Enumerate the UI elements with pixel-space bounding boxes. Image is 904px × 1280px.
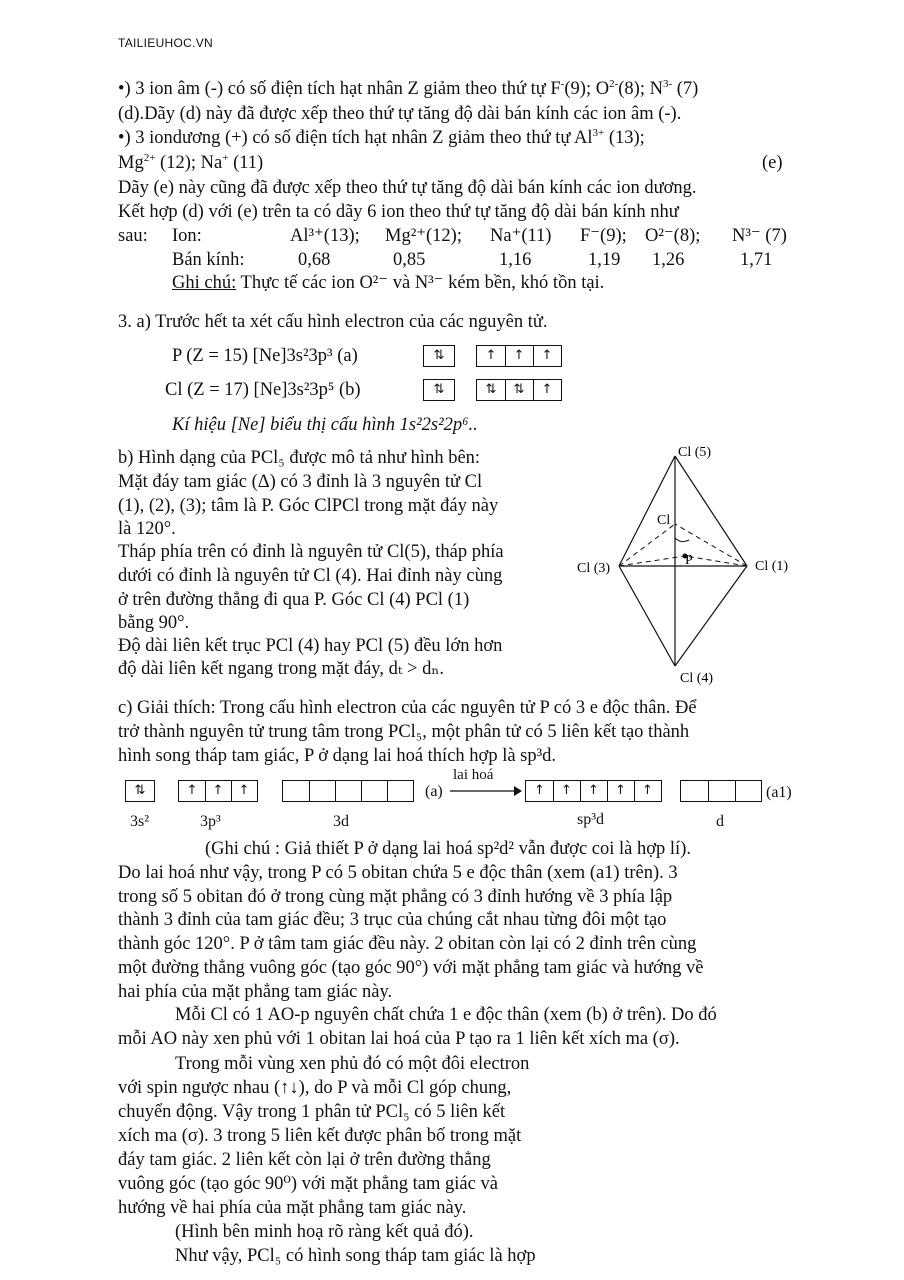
paired-arrow-icon: ⇅ bbox=[134, 783, 146, 798]
sec3-b10: độ dài liên kết ngang trong mặt đáy, dₜ > dₙ. bbox=[118, 659, 444, 679]
orbital-box-3p-p bbox=[476, 345, 562, 367]
sec3-b9: Độ dài liên kết trục PCl (4) hay PCl (5) đều lớn hơn bbox=[118, 636, 503, 656]
label-cl3: Cl (3) bbox=[577, 561, 611, 576]
hyb-sp3d-box bbox=[525, 780, 662, 802]
body2-q2: mỗi AO này xen phủ với 1 obitan lai hoá của P tạo ra 1 liên kết xích ma (σ). bbox=[118, 1029, 680, 1049]
up-arrow-icon: ↑ bbox=[212, 783, 224, 798]
orbital-box-3p-cl bbox=[476, 379, 562, 401]
para1-line6: Kết hợp (d) với (e) trên ta có dãy 6 ion theo thứ tự tăng độ dài bán kính như bbox=[118, 202, 679, 222]
para1-label-e: (e) bbox=[762, 153, 783, 173]
up-arrow-icon: ↑ bbox=[588, 783, 599, 798]
sec3-c1: c) Giải thích: Trong cấu hình electron của các nguyên tử P có 3 e độc thân. Để bbox=[118, 698, 697, 718]
radius-cell: 1,19 bbox=[588, 250, 621, 270]
body2-p5: một đường thẳng vuông góc (tạo góc 90°) với mặt phẳng tam giác và hướng về bbox=[118, 958, 704, 978]
para1-line3: •) 3 iondương (+) có số điện tích hạt nhân Z giảm theo thứ tự $Al^{3+}$ (13); bbox=[118, 126, 645, 148]
hyb-3s-box bbox=[125, 780, 155, 802]
hyb-label-3d: 3d bbox=[333, 813, 349, 830]
radius-label: Bán kính: bbox=[172, 250, 245, 270]
body2-r7: hướng về hai phía của mặt phẳng tam giác này. bbox=[118, 1198, 467, 1218]
radius-cell: 1,71 bbox=[740, 250, 773, 270]
hyb-d-box bbox=[680, 780, 762, 802]
label-cl1: Cl (1) bbox=[755, 559, 789, 574]
ion-note: Ghi chú: Thực tế các ion O²⁻ và N³⁻ kém bền, khó tồn tại. bbox=[172, 273, 605, 293]
ion-cell: N³⁻ (7) bbox=[732, 226, 787, 246]
up-arrow-icon: ↑ bbox=[642, 783, 653, 798]
radius-cell: 0,85 bbox=[393, 250, 426, 270]
hyb-label-sp3d: sp³d bbox=[577, 811, 605, 828]
sec3-a: 3. a) Trước hết ta xét cấu hình electron của các nguyên tử. bbox=[118, 312, 548, 332]
para1-line5: Dãy (e) này cũng đã được xếp theo thứ tự tăng độ dài bán kính các ion dương. bbox=[118, 178, 697, 198]
up-arrow-icon: ↑ bbox=[541, 382, 553, 397]
ion-cell: O²⁻(8); bbox=[645, 226, 701, 246]
up-arrow-icon: ↑ bbox=[615, 783, 626, 798]
label-cl: Cl bbox=[657, 513, 671, 528]
body2-r5: đáy tam giác. 2 liên kết còn lại ở trên đường thẳng bbox=[118, 1150, 491, 1170]
orbital-box-3s-cl bbox=[423, 379, 455, 401]
hyb-lai-hoa: lai hoá bbox=[453, 767, 494, 783]
body2-p2: trong số 5 obitan đó ở trong cùng mặt phẳng có 3 đỉnh hướng về 3 phía lập bbox=[118, 887, 673, 907]
label-p: P bbox=[685, 553, 693, 568]
body2-r3: chuyển động. Vậy trong 1 phân tử PCl₅ có 5 liên kết bbox=[118, 1102, 506, 1122]
label-cl4: Cl (4) bbox=[680, 671, 714, 686]
paired-arrow-icon: ⇅ bbox=[433, 382, 445, 397]
p-config: P (Z = 15) [Ne]3s²3p³ (a) bbox=[172, 346, 358, 366]
hyb-label-a1: (a1) bbox=[766, 784, 792, 801]
radius-cell: 1,26 bbox=[652, 250, 685, 270]
body2-r2: với spin ngược nhau (↑↓), do P và mỗi Cl góp chung, bbox=[118, 1078, 512, 1098]
radius-cell: 1,16 bbox=[499, 250, 532, 270]
pcl5-bipyramid-diagram bbox=[575, 438, 805, 690]
ion-cell: F⁻(9); bbox=[580, 226, 627, 246]
orbital-box-3s-p bbox=[423, 345, 455, 367]
sec3-c3: hình song tháp tam giác, P ở dạng lai hoá thích hợp là sp³d. bbox=[118, 746, 557, 766]
sec3-b1: b) Hình dạng của PCl₅ được mô tả như hình bên: bbox=[118, 448, 481, 468]
up-arrow-icon: ↑ bbox=[541, 348, 553, 363]
hyb-3p-box bbox=[178, 780, 258, 802]
body2-r9: Như vậy, PCl₅ có hình song tháp tam giác là hợp bbox=[175, 1246, 536, 1266]
body2-p3: thành 3 đỉnh của tam giác đều; 3 trục của chúng cắt nhau từng đôi một tạo bbox=[118, 910, 667, 930]
label-cl5: Cl (5) bbox=[678, 445, 712, 460]
up-arrow-icon: ↑ bbox=[513, 348, 525, 363]
hyb-label-d: d bbox=[716, 813, 724, 830]
up-arrow-icon: ↑ bbox=[186, 783, 198, 798]
body2-p4: thành góc 120°. P ở tâm tam giác đều này. 2 obitan còn lại có 2 đỉnh trên cùng bbox=[118, 934, 697, 954]
para1-line2: (d).Dãy (d) này đã được xếp theo thứ tự tăng độ dài bán kính các ion âm (-). bbox=[118, 104, 682, 124]
body2-r8: (Hình bên minh hoạ rõ ràng kết quả đó). bbox=[175, 1222, 474, 1242]
ion-cell: Al³⁺(13); bbox=[290, 226, 360, 246]
up-arrow-icon: ↑ bbox=[534, 783, 545, 798]
ion-cell: Mg²⁺(12); bbox=[385, 226, 462, 246]
paired-arrow-icon: ⇅ bbox=[433, 348, 445, 363]
radius-cell: 0,68 bbox=[298, 250, 331, 270]
hyb-label-a: (a) bbox=[425, 783, 443, 800]
ion-table-sau: sau: bbox=[118, 226, 148, 246]
sec3-b6: dưới có đỉnh là nguyên tử Cl (4). Hai đỉnh này cùng bbox=[118, 566, 503, 586]
sec3-b7: ở trên đường thẳng đi qua P. Góc Cl (4) PCl (1) bbox=[118, 590, 470, 610]
sec3-b5: Tháp phía trên có đỉnh là nguyên tử Cl(5), tháp phía bbox=[118, 542, 504, 562]
sec3-b4: là 120°. bbox=[118, 519, 176, 539]
hyb-label-3s2: 3s² bbox=[130, 813, 150, 830]
hyb-label-3p3: 3p³ bbox=[200, 813, 221, 830]
sec3-b2: Mặt đáy tam giác (Δ) có 3 đỉnh là 3 nguyên tử Cl bbox=[118, 472, 483, 492]
right-arrow-icon bbox=[450, 784, 522, 798]
up-arrow-icon: ↑ bbox=[238, 783, 250, 798]
paired-arrow-icon: ⇅ bbox=[485, 382, 497, 397]
cl-config: Cl (Z = 17) [Ne]3s²3p⁵ (b) bbox=[165, 380, 361, 400]
up-arrow-icon: ↑ bbox=[561, 783, 572, 798]
sec3-c2: trở thành nguyên tử trung tâm trong PCl₅, một phân tử có 5 liên kết tạo thành bbox=[118, 722, 690, 742]
body2-q1: Mỗi Cl có 1 AO-p nguyên chất chứa 1 e độc thân (xem (b) ở trên). Do đó bbox=[175, 1005, 717, 1025]
body2-r4: xích ma (σ). 3 trong 5 liên kết được phân bố trong mặt bbox=[118, 1126, 522, 1146]
body2-p6: hai phía của mặt phẳng tam giác này. bbox=[118, 982, 393, 1002]
body2-r1: Trong mỗi vùng xen phủ đó có một đôi electron bbox=[175, 1054, 530, 1074]
site-header: TAILIEUHOC.VN bbox=[118, 36, 214, 50]
ion-cell: Na⁺(11) bbox=[490, 226, 552, 246]
up-arrow-icon: ↑ bbox=[485, 348, 497, 363]
ion-table-label: Ion: bbox=[172, 226, 202, 246]
sec3-b3: (1), (2), (3); tâm là P. Góc ClPCl trong mặt đáy này bbox=[118, 496, 499, 516]
para1-line4: $Mg^{2+}$ (12); Na+ (11) bbox=[118, 151, 264, 173]
sec3-b8: bằng 90°. bbox=[118, 613, 190, 633]
body2-p1: Do lai hoá như vậy, trong P có 5 obitan chứa 5 e độc thân (xem (a1) trên). 3 bbox=[118, 863, 678, 883]
paired-arrow-icon: ⇅ bbox=[513, 382, 525, 397]
hyb-note: (Ghi chú : Giả thiết P ở dạng lai hoá sp²d² vẫn được coi là hợp lí). bbox=[205, 839, 691, 859]
ne-note: Kí hiệu [Ne] biểu thị cấu hình 1s²2s²2p⁶.. bbox=[172, 415, 478, 435]
para1-line1: •) 3 ion âm (-) có số điện tích hạt nhân Z giảm theo thứ tự F-(9); $O^{2-}(8)$; $N^{3-}$ (7) bbox=[118, 77, 699, 99]
body2-r6: vuông góc (tạo góc 90⁰) với mặt phẳng tam giác và bbox=[118, 1174, 498, 1194]
hyb-3d-box bbox=[282, 780, 414, 802]
